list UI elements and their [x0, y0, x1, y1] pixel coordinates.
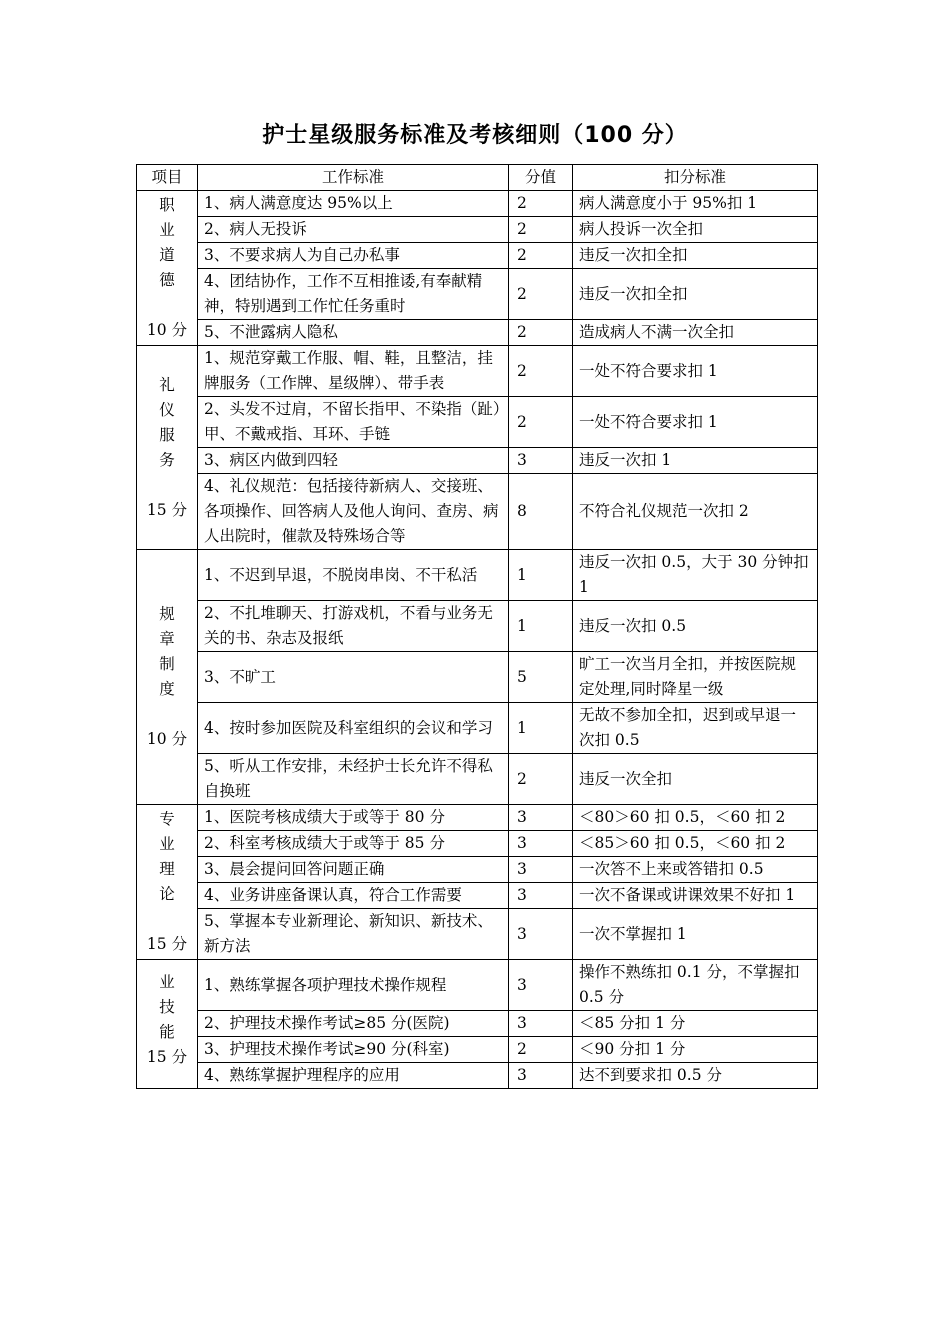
table-row [137, 191, 818, 217]
table-row [137, 448, 818, 474]
standard-cell: 4、按时参加医院及科室组织的会议和学习 [198, 703, 509, 754]
table-header-row [137, 165, 818, 191]
deduction-cell: 违反一次扣 1 [573, 448, 818, 474]
deduction-cell: 一次答不上来或答错扣 0.5 [573, 857, 818, 883]
deduction-cell: ＜85＞60 扣 0.5，＜60 扣 2 [573, 831, 818, 857]
deduction-cell: 达不到要求扣 0.5 分 [573, 1063, 818, 1089]
standard-cell: 3、护理技术操作考试≥90 分(科室) [198, 1037, 509, 1063]
table-row [137, 320, 818, 346]
table-row [137, 1037, 818, 1063]
table-row [137, 805, 818, 831]
score-cell: 2 [509, 269, 573, 320]
table-row [137, 857, 818, 883]
table-row [137, 269, 818, 320]
category-points: 10 分 [146, 730, 188, 748]
standard-cell: 4、业务讲座备课认真，符合工作需要 [198, 883, 509, 909]
score-cell: 1 [509, 550, 573, 601]
table-row [137, 1011, 818, 1037]
table-row [137, 883, 818, 909]
score-cell: 5 [509, 652, 573, 703]
category-cell: 专 业 理 论 15 分 [137, 805, 198, 960]
standard-cell: 4、礼仪规范：包括接待新病人、交接班、各项操作、回答病人及他人询问、查房、病人出院时，催款及特殊场合等 [198, 474, 509, 550]
deduction-cell: 一次不备课或讲课效果不好扣 1 [573, 883, 818, 909]
standard-cell: 2、科室考核成绩大于或等于 85 分 [198, 831, 509, 857]
standard-cell: 2、不扎堆聊天、打游戏机，不看与业务无关的书、杂志及报纸 [198, 601, 509, 652]
deduction-cell: 造成病人不满一次全扣 [573, 320, 818, 346]
table-row [137, 346, 818, 397]
standard-cell: 5、不泄露病人隐私 [198, 320, 509, 346]
standard-cell: 5、听从工作安排，未经护士长允许不得私自换班 [198, 754, 509, 805]
standard-cell: 1、不迟到早退，不脱岗串岗、不干私活 [198, 550, 509, 601]
score-cell: 3 [509, 857, 573, 883]
deduction-cell: 操作不熟练扣 0.1 分，不掌握扣 0.5 分 [573, 960, 818, 1011]
table-row [137, 652, 818, 703]
deduction-cell: 一处不符合要求扣 1 [573, 346, 818, 397]
standard-cell: 2、头发不过肩，不留长指甲、不染指（趾）甲、不戴戒指、耳环、手链 [198, 397, 509, 448]
category-cell: 礼 仪 服 务 15 分 [137, 346, 198, 550]
assessment-table [136, 164, 818, 1089]
score-cell: 2 [509, 217, 573, 243]
standard-cell: 2、病人无投诉 [198, 217, 509, 243]
score-cell: 3 [509, 883, 573, 909]
category-points: 15 分 [146, 935, 188, 953]
header-standard: 工作标准 [198, 165, 509, 191]
standard-cell: 3、不旷工 [198, 652, 509, 703]
deduction-cell: 一处不符合要求扣 1 [573, 397, 818, 448]
score-cell: 3 [509, 805, 573, 831]
score-cell: 2 [509, 1037, 573, 1063]
header-score: 分值 [509, 165, 573, 191]
table-row [137, 397, 818, 448]
deduction-cell: ＜90 分扣 1 分 [573, 1037, 818, 1063]
score-cell: 2 [509, 191, 573, 217]
category-points: 10 分 [146, 321, 188, 339]
standard-cell: 3、病区内做到四轻 [198, 448, 509, 474]
table-row [137, 243, 818, 269]
page-title: 护士星级服务标准及考核细则（100 分） [262, 123, 688, 148]
table-row [137, 1063, 818, 1089]
score-cell: 2 [509, 346, 573, 397]
table-row [137, 909, 818, 960]
standard-cell: 4、熟练掌握护理程序的应用 [198, 1063, 509, 1089]
standard-cell: 2、护理技术操作考试≥85 分(医院) [198, 1011, 509, 1037]
deduction-cell: 违反一次扣全扣 [573, 243, 818, 269]
standard-cell: 1、熟练掌握各项护理技术操作规程 [198, 960, 509, 1011]
deduction-cell: 一次不掌握扣 1 [573, 909, 818, 960]
score-cell: 1 [509, 601, 573, 652]
header-deduction: 扣分标准 [573, 165, 818, 191]
score-cell: 2 [509, 320, 573, 346]
standard-cell: 5、掌握本专业新理论、新知识、新技术、新方法 [198, 909, 509, 960]
deduction-cell: 旷工一次当月全扣，并按医院规定处理,同时降星一级 [573, 652, 818, 703]
deduction-cell: ＜85 分扣 1 分 [573, 1011, 818, 1037]
category-points: 15 分 [146, 500, 188, 519]
score-cell: 3 [509, 831, 573, 857]
table-row [137, 474, 818, 550]
standard-cell: 1、病人满意度达 95%以上 [198, 191, 509, 217]
deduction-cell: 病人满意度小于 95%扣 1 [573, 191, 818, 217]
category-cell: 业 技 能 15 分 [137, 960, 198, 1089]
standard-cell: 1、医院考核成绩大于或等于 80 分 [198, 805, 509, 831]
standard-cell: 4、团结协作，工作不互相推诿,有奉献精神，特别遇到工作忙任务重时 [198, 269, 509, 320]
deduction-cell: 病人投诉一次全扣 [573, 217, 818, 243]
table-row [137, 550, 818, 601]
deduction-cell: 不符合礼仪规范一次扣 2 [573, 474, 818, 550]
score-cell: 3 [509, 909, 573, 960]
deduction-cell: 违反一次扣 0.5 [573, 601, 818, 652]
score-cell: 2 [509, 243, 573, 269]
category-cell: 职 业 道 德 10 分 [137, 191, 198, 346]
score-cell: 3 [509, 960, 573, 1011]
score-cell: 3 [509, 448, 573, 474]
standard-cell: 3、晨会提问回答问题正确 [198, 857, 509, 883]
table-row [137, 831, 818, 857]
table-row [137, 217, 818, 243]
deduction-cell: 违反一次全扣 [573, 754, 818, 805]
score-cell: 2 [509, 397, 573, 448]
score-cell: 1 [509, 703, 573, 754]
deduction-cell: ＜80＞60 扣 0.5，＜60 扣 2 [573, 805, 818, 831]
header-project: 项目 [137, 165, 198, 191]
table-row [137, 703, 818, 754]
table-row [137, 601, 818, 652]
category-cell: 规 章 制 度 10 分 [137, 550, 198, 805]
score-cell: 8 [509, 474, 573, 550]
score-cell: 3 [509, 1011, 573, 1037]
table-row [137, 960, 818, 1011]
standard-cell: 1、规范穿戴工作服、帽、鞋，且整洁，挂牌服务（工作牌、星级牌）、带手表 [198, 346, 509, 397]
score-cell: 3 [509, 1063, 573, 1089]
deduction-cell: 无故不参加全扣，迟到或早退一次扣 0.5 [573, 703, 818, 754]
standard-cell: 3、不要求病人为自己办私事 [198, 243, 509, 269]
deduction-cell: 违反一次扣 0.5，大于 30 分钟扣 1 [573, 550, 818, 601]
table-row [137, 754, 818, 805]
deduction-cell: 违反一次扣全扣 [573, 269, 818, 320]
score-cell: 2 [509, 754, 573, 805]
category-points: 15 分 [146, 1048, 188, 1066]
